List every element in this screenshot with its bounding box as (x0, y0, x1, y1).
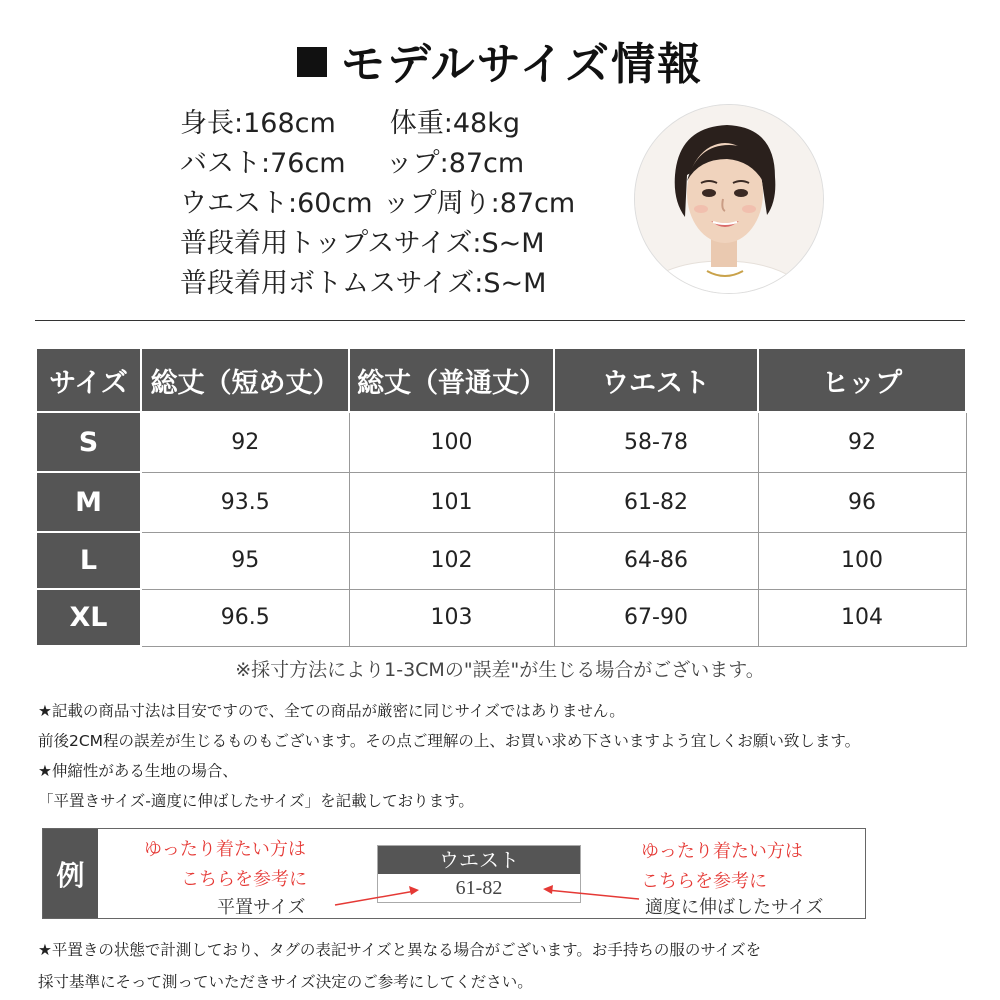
model-bust: バスト:76cm (180, 148, 346, 179)
col-header-waist: ウエスト (554, 348, 758, 412)
model-hip-b: ップ周り:87cm (382, 188, 576, 219)
model-hip-a: ップ:87cm (385, 148, 525, 179)
left-hint-line-2: こちらを参考に (181, 869, 307, 890)
cell-length-short: 93.5 (141, 472, 349, 532)
cell-waist: 67-90 (554, 589, 758, 646)
page-title (0, 28, 1000, 92)
cell-length-normal: 102 (349, 532, 554, 589)
model-bottoms: 普段着用ボトムスサイズ:S~M (180, 268, 547, 299)
left-hint-line-1: ゆったり着たい方は (144, 839, 306, 860)
stretched-size-label: 適度に伸ばしたサイズ (645, 897, 824, 918)
cell-length-short: 95 (141, 532, 349, 589)
col-header-size: サイズ (36, 348, 141, 412)
square-bullet-icon (297, 47, 327, 77)
measurement-note: ※採寸方法により1-3CMの"誤差"が生じる場合がございます。 (235, 659, 765, 681)
model-line-3 (180, 184, 620, 224)
model-line-1 (180, 104, 620, 144)
col-header-hip: ヒップ (758, 348, 966, 412)
note-line: 前後2CM程の誤差が生じるものもございます。その点ご理解の上、お買い求め下さいますよう宜しくお願い致します。 (38, 732, 861, 750)
cell-hip: 96 (758, 472, 966, 532)
flat-size-label: 平置サイズ (217, 897, 306, 918)
cell-length-normal: 101 (349, 472, 554, 532)
divider (35, 320, 965, 321)
table-row (36, 412, 966, 472)
table-header-row (36, 348, 966, 412)
cell-length-normal: 103 (349, 589, 554, 646)
model-line-2 (180, 144, 620, 184)
right-hint-line-1: ゆったり着たい方は (641, 841, 803, 862)
notes-block (38, 696, 978, 816)
example-label: 例 (43, 829, 98, 918)
footer-line: 採寸基準にそって測っていただきサイズ決定のご参考にしてください。 (38, 973, 533, 991)
row-size-label: S (36, 412, 141, 472)
row-size-label: M (36, 472, 141, 532)
cell-length-short: 96.5 (141, 589, 349, 646)
table-row (36, 589, 966, 646)
row-size-label: XL (36, 589, 141, 646)
note-line: 「平置きサイズ-適度に伸ばしたサイズ」を記載しております。 (38, 792, 474, 810)
arrows-icon (43, 829, 867, 920)
cell-waist: 58-78 (554, 412, 758, 472)
footer-line: ★平置きの状態で計測しており、タグの表記サイズと異なる場合がございます。お手持ちの服のサイズを (38, 941, 762, 959)
example-box (42, 828, 866, 919)
model-tops: 普段着用トップスサイズ:S~M (180, 228, 545, 259)
cell-hip: 92 (758, 412, 966, 472)
row-size-label: L (36, 532, 141, 589)
model-info (180, 104, 620, 304)
table-row (36, 472, 966, 532)
example-box-header: ウエスト (378, 846, 580, 874)
note-line: ★伸縮性がある生地の場合、 (38, 762, 238, 780)
cell-length-normal: 100 (349, 412, 554, 472)
model-weight: 体重:48kg (389, 108, 521, 139)
col-header-length-normal: 総丈（普通丈） (349, 348, 554, 412)
cell-length-short: 92 (141, 412, 349, 472)
size-table (35, 347, 967, 647)
model-portrait-icon (635, 105, 824, 294)
cell-waist: 61-82 (554, 472, 758, 532)
cell-waist: 64-86 (554, 532, 758, 589)
model-height: 身長:168cm (180, 108, 336, 139)
page-title-text: モデルサイズ情報 (340, 39, 704, 90)
cell-hip: 100 (758, 532, 966, 589)
note-line: ★記載の商品寸法は目安ですので、全ての商品が厳密に同じサイズではありません。 (38, 702, 625, 720)
model-waist: ウエスト:60cm (180, 188, 373, 219)
col-header-length-short: 総丈（短め丈） (141, 348, 349, 412)
footer-notes (38, 934, 978, 998)
example-box-value: 61-82 (455, 877, 503, 899)
cell-hip: 104 (758, 589, 966, 646)
right-hint-line-2: こちらを参考に (641, 871, 767, 892)
model-photo (634, 104, 824, 294)
table-row (36, 532, 966, 589)
